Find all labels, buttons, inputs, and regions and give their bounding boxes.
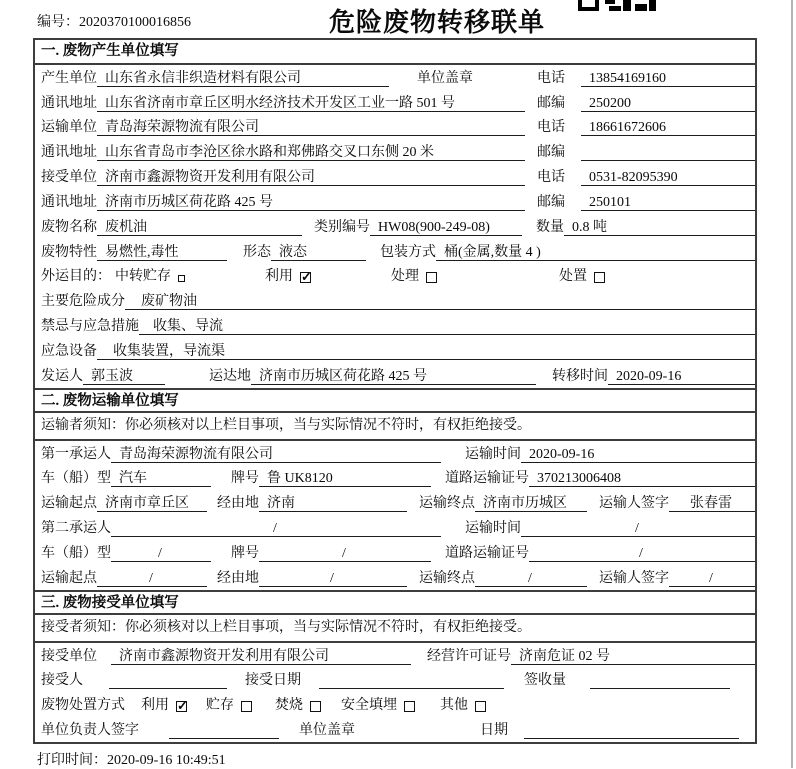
- license-value: 济南危证 02 号: [511, 648, 755, 665]
- row-second-carrier: [35, 515, 755, 540]
- zip-value: 250101: [581, 194, 755, 211]
- transporter-value: 青岛海荣源物流有限公司: [97, 119, 525, 136]
- liyong-checkbox: [300, 272, 311, 283]
- road-permit-value: /: [529, 545, 755, 562]
- transfer-time-value: 2020-09-16: [608, 368, 755, 385]
- carrier-value: /: [111, 520, 441, 537]
- transport-time-label: 运输时间: [465, 446, 521, 462]
- print-time-value: 2020-09-16 10:49:51: [107, 753, 226, 768]
- row-disposal-method: [35, 692, 755, 717]
- row-hazard-components: [35, 288, 755, 313]
- zip-group: [537, 144, 755, 161]
- zhucun-checkbox: [241, 701, 252, 712]
- zip-value: 250200: [581, 95, 755, 112]
- qita-checkbox: [475, 701, 486, 712]
- via-value: 济南: [259, 495, 407, 512]
- option-label: 处理: [391, 269, 419, 285]
- section3-header: 三. 废物接受单位填写: [35, 590, 755, 615]
- option-label: 利用: [141, 698, 169, 714]
- row-vehicle-1: [35, 466, 755, 491]
- plate-label: 牌号: [231, 545, 259, 561]
- row-acceptor: [35, 668, 755, 693]
- carrier-sign-label: 运输人签字: [599, 496, 669, 512]
- chuzhi-checkbox: [594, 272, 605, 283]
- carrier-sign-value: /: [669, 570, 755, 587]
- endpoint-label: 运输终点: [419, 496, 475, 512]
- option-label: 安全填埋: [341, 698, 397, 714]
- phone-value: 18661672606: [581, 119, 755, 136]
- phone-group: [537, 119, 755, 136]
- serial-number-line: [37, 11, 191, 31]
- option-chuzhi: [559, 268, 605, 285]
- unit-seal-label: 单位盖章: [299, 723, 355, 739]
- transporter-notice: 运输者须知：你必须核对以上栏目事项，当与实际情况不符时，有权拒绝接受。: [35, 413, 755, 441]
- road-permit-label: 道路运输证号: [445, 545, 529, 561]
- quantity-value: 0.8 吨: [564, 219, 755, 236]
- print-time-line: [37, 749, 226, 769]
- receiver-value: 济南市鑫源物资开发利用有限公司: [97, 169, 525, 186]
- section2-header: 二. 废物运输单位填写: [35, 388, 755, 413]
- page-edge-divider: [791, 0, 793, 768]
- packaging-value: 桶(金属,数量 4 ): [436, 244, 755, 261]
- accept-date-value: [319, 672, 504, 689]
- transport-time-value: /: [521, 520, 755, 537]
- transport-time-label: 运输时间: [465, 521, 521, 537]
- packaging-label: 包装方式: [380, 244, 436, 260]
- category-code-label: 类别编号: [314, 219, 370, 235]
- option-label: 利用: [265, 269, 293, 285]
- destination-value: 济南市历城区荷花路 425 号: [251, 368, 536, 385]
- plate-label: 牌号: [231, 471, 259, 487]
- seal-label: 单位盖章: [417, 70, 473, 86]
- row-shipper: [35, 363, 755, 388]
- receipt-qty-label: 签收量: [524, 673, 566, 689]
- transporter-label: 运输单位: [41, 120, 97, 136]
- via-label: 经由地: [217, 496, 259, 512]
- zip-label: 邮编: [537, 145, 565, 161]
- transport-time-value: 2020-09-16: [521, 446, 755, 463]
- producer-value: 山东省永信非织造材料有限公司: [97, 70, 389, 87]
- row-vehicle-2: [35, 540, 755, 565]
- row-receiver-address: [35, 189, 755, 214]
- receiver-label: 接受单位: [41, 170, 97, 186]
- option-label: 贮存: [206, 698, 234, 714]
- carrier-label: 第一承运人: [41, 446, 111, 462]
- zip-group: [537, 194, 755, 211]
- address-value: 山东省青岛市李沧区徐水路和郑佛路交叉口东侧 20 米: [97, 144, 525, 161]
- measures-value: 收集、导流: [139, 318, 755, 335]
- document-title: 危险废物转移联单: [328, 8, 546, 37]
- via-value: /: [259, 570, 407, 587]
- option-tianmai: [341, 697, 415, 714]
- chuli-checkbox: [426, 272, 437, 283]
- row-transporter: [35, 115, 755, 140]
- option-label: 焚烧: [275, 698, 303, 714]
- option-label: 处置: [559, 269, 587, 285]
- destination-label: 运达地: [209, 368, 251, 384]
- accept-unit-label: 接受单位: [41, 648, 97, 664]
- phone-label: 电话: [537, 70, 565, 86]
- phone-label: 电话: [537, 170, 565, 186]
- receiver-notice: 接受者须知：你必须核对以上栏目事项，当与实际情况不符时，有权拒绝接受。: [35, 615, 755, 643]
- characteristics-label: 废物特性: [41, 244, 97, 260]
- zhongzhuan-checkbox: [178, 275, 185, 282]
- row-transporter-address: [35, 139, 755, 164]
- address-value: 山东省济南市章丘区明水经济技术开发区工业一路 501 号: [97, 95, 525, 112]
- transfer-time-label: 转移时间: [552, 368, 608, 384]
- vehicle-type-value: /: [111, 545, 211, 562]
- road-permit-value: 370213006408: [529, 470, 755, 487]
- responsible-sign-value: [169, 722, 279, 739]
- license-label: 经营许可证号: [427, 648, 511, 664]
- date-label: 日期: [480, 723, 508, 739]
- phone-value: 13854169160: [581, 70, 755, 87]
- option-label: 中转贮存: [115, 269, 171, 285]
- endpoint-label: 运输终点: [419, 570, 475, 586]
- vehicle-type-value: 汽车: [111, 470, 211, 487]
- serial-label: 编号：: [37, 15, 79, 30]
- quantity-label: 数量: [536, 219, 564, 235]
- accept-unit-value: 济南市鑫源物资开发利用有限公司: [111, 648, 411, 665]
- road-permit-label: 道路运输证号: [445, 471, 529, 487]
- print-time-label: 打印时间：: [37, 753, 107, 768]
- date-value: [524, 722, 739, 739]
- zip-group: [537, 95, 755, 112]
- phone-group: [537, 70, 755, 87]
- vehicle-type-label: 车（船）型: [41, 545, 111, 561]
- form-label: 形态: [243, 244, 271, 260]
- phone-label: 电话: [537, 120, 565, 136]
- section1-header: 一. 废物产生单位填写: [35, 40, 755, 65]
- form-value: 液态: [271, 244, 366, 261]
- option-liyong: [141, 697, 187, 714]
- option-zhongzhuan: [115, 268, 185, 285]
- row-receiver: [35, 164, 755, 189]
- producer-label: 产生单位: [41, 70, 97, 86]
- equipment-label: 应急设备: [41, 343, 97, 359]
- row-first-carrier: [35, 441, 755, 466]
- zip-value: [581, 144, 755, 161]
- manifest-form-table: [33, 38, 757, 744]
- origin-label: 运输起点: [41, 496, 97, 512]
- plate-value: /: [259, 545, 431, 562]
- address-value: 济南市历城区荷花路 425 号: [97, 194, 525, 211]
- row-producer: [35, 65, 755, 90]
- tianmai-checkbox: [404, 701, 415, 712]
- liyong-checkbox: [176, 701, 187, 712]
- option-qita: [440, 697, 486, 714]
- row-waste-characteristics: [35, 239, 755, 264]
- address-label: 通讯地址: [41, 95, 97, 111]
- option-label: 其他: [440, 698, 468, 714]
- characteristics-value: 易燃性,毒性: [97, 244, 227, 261]
- waste-name-label: 废物名称: [41, 219, 97, 235]
- disposal-label: 废物处置方式: [41, 698, 125, 714]
- equipment-value: 收集装置，导流渠: [97, 343, 755, 360]
- origin-value: 济南市章丘区: [97, 495, 207, 512]
- measures-label: 禁忌与应急措施: [41, 319, 139, 335]
- shipper-label: 发运人: [41, 368, 83, 384]
- row-route-1: [35, 490, 755, 515]
- carrier-label: 第二承运人: [41, 521, 111, 537]
- waste-name-value: 废机油: [97, 219, 302, 236]
- carrier-value: 青岛海荣源物流有限公司: [111, 446, 441, 463]
- carrier-sign-label: 运输人签字: [599, 570, 669, 586]
- endpoint-value: 济南市历城区: [475, 495, 587, 512]
- shipper-value: 郭玉波: [83, 368, 165, 385]
- row-transfer-purpose: [35, 264, 755, 289]
- row-responsible-sign: [35, 717, 755, 742]
- phone-value: 0531-82095390: [581, 169, 755, 186]
- option-liyong: [265, 268, 311, 285]
- acceptor-label: 接受人: [41, 673, 83, 689]
- row-route-2: [35, 565, 755, 590]
- category-code-value: HW08(900-249-08): [370, 219, 522, 236]
- address-label: 通讯地址: [41, 145, 97, 161]
- zip-label: 邮编: [537, 194, 565, 210]
- serial-value: 2020370100016856: [79, 15, 191, 30]
- responsible-sign-label: 单位负责人签字: [41, 723, 139, 739]
- phone-group: [537, 169, 755, 186]
- option-chuli: [391, 268, 437, 285]
- plate-value: 鲁 UK8120: [259, 470, 431, 487]
- row-emergency-equipment: [35, 338, 755, 363]
- hazard-value: 废矿物油: [125, 293, 755, 310]
- qr-code-fragment-icon: [578, 0, 656, 11]
- row-waste-name: [35, 214, 755, 239]
- receipt-qty-value: [590, 672, 730, 689]
- purpose-label: 外运目的：: [41, 269, 111, 285]
- row-producer-address: [35, 90, 755, 115]
- acceptor-value: [109, 672, 227, 689]
- address-label: 通讯地址: [41, 194, 97, 210]
- zip-label: 邮编: [537, 95, 565, 111]
- carrier-sign-value: 张春雷: [669, 495, 755, 512]
- via-label: 经由地: [217, 570, 259, 586]
- row-accept-unit: [35, 643, 755, 668]
- accept-date-label: 接受日期: [245, 673, 301, 689]
- origin-value: /: [97, 570, 207, 587]
- fenshao-checkbox: [310, 701, 321, 712]
- hazard-label: 主要危险成分: [41, 294, 125, 310]
- vehicle-type-label: 车（船）型: [41, 471, 111, 487]
- option-zhucun: [206, 697, 252, 714]
- option-fenshao: [275, 697, 321, 714]
- row-emergency-measures: [35, 313, 755, 338]
- endpoint-value: /: [475, 570, 587, 587]
- origin-label: 运输起点: [41, 570, 97, 586]
